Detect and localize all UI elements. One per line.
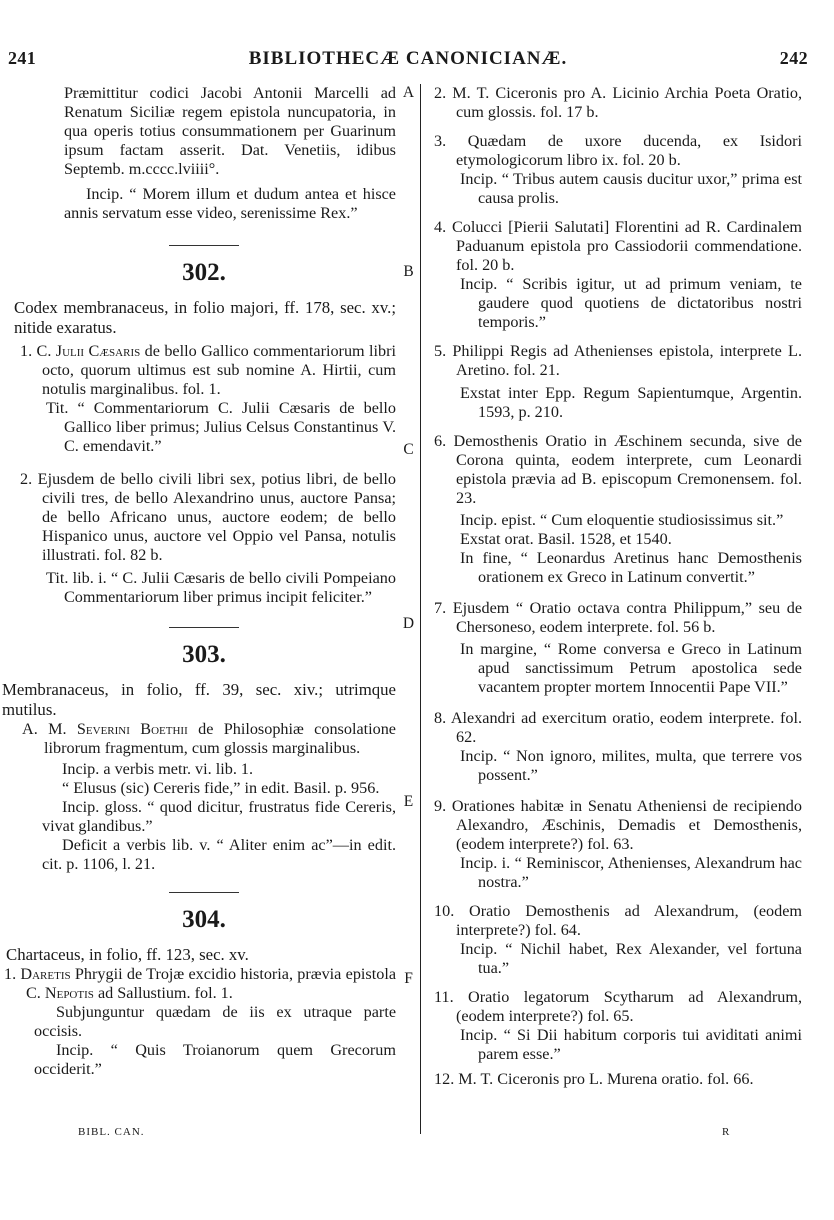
margin-letter-f: F xyxy=(404,970,413,987)
item-12: 12. M. T. Ciceronis pro L. Murena oratio. fol. 66. xyxy=(434,1070,754,1088)
item-5-exstat: Exstat inter Epp. Regum Sapientumque, Argentin. 1593, p. 210. xyxy=(460,384,802,421)
item-9-incipit: Incip. i. “ Reminiscor, Athenienses, Alexandrum hac nostra.” xyxy=(460,854,802,891)
author-name: Nepotis xyxy=(44,984,94,1002)
item-304-incipit: Incip. “ Quis Troianorum quem Grecorum occiderit.” xyxy=(34,1041,396,1078)
item-2: 2. M. T. Ciceronis pro A. Licinio Archia Poeta Oratio, cum glossis. fol. 17 b. xyxy=(434,84,802,121)
item-302-2: 2. Ejusdem de bello civili libri sex, potius libri, de bello civili tres, de bello Alexandrino unus, auctore Pansa; de bello Africano unus, auctore eodem; de bello Hispanico unus, auctore vel Oppio vel Pansa, notulis illustrati. fol. 82 b. xyxy=(20,470,396,564)
item-304-1: 1. Daretis Phrygii de Trojæ excidio historia, prævia epistola C. Nepotis ad Sallustium. fol. 1. xyxy=(4,965,396,1002)
item-303-deficit: Deficit a verbis lib. v. “ Aliter enim ac”—in edit. cit. p. 1106, l. 21. xyxy=(42,836,396,873)
margin-letter-d: D xyxy=(402,615,415,632)
item-304-note: Subjunguntur quædam de iis ex utraque parte occisis. xyxy=(34,1003,396,1040)
item-3-incipit: Incip. “ Tribus autem causis ducitur uxor,” prima est causa prolis. xyxy=(460,170,802,207)
item-7: 7. Ejusdem “ Oratio octava contra Philippum,” seu de Chersoneso, eodem interprete. fol. 56 b. xyxy=(434,599,802,636)
author-name: C. Julii Cæsaris xyxy=(36,342,141,360)
item-10: 10. Oratio Demosthenis ad Alexandrum, (eodem interprete?) fol. 64. xyxy=(434,902,802,939)
codex-number-303: 303. xyxy=(182,641,226,668)
item-303-gloss: Incip. gloss. “ quod dicitur, frustratus fide Cereris, vivat glandibus.” xyxy=(42,798,396,835)
author-name: Daretis xyxy=(20,965,71,983)
margin-letter-b: B xyxy=(403,263,414,280)
item-11: 11. Oratio legatorum Scytharum ad Alexandrum, (eodem interprete?) fol. 65. xyxy=(434,988,802,1025)
right-column xyxy=(434,84,802,1089)
section-divider xyxy=(169,892,239,893)
codex-description-302: Codex membranaceus, in folio majori, ff. 178, sec. xv.; nitide exaratus. xyxy=(14,298,396,337)
margin-letter-a: A xyxy=(402,84,415,101)
section-divider xyxy=(169,627,239,628)
item-4: 4. Colucci [Pierii Salutati] Florentini ad R. Cardinalem Paduanum epistola pro Cassiodorii commendatione. fol. 20 b. xyxy=(434,218,802,274)
page-number-right: 242 xyxy=(779,48,808,68)
item-8: 8. Alexandri ad exercitum oratio, eodem interprete. fol. 62. xyxy=(434,709,802,746)
item-303-incipit: Incip. a verbis metr. vi. lib. 1. xyxy=(62,760,254,778)
item-8-incipit: Incip. “ Non ignoro, milites, multa, que terrere vos possent.” xyxy=(460,747,802,784)
preface-paragraph: Præmittitur codici Jacobi Antonii Marcelli ad Renatum Siciliæ regem epistola nuncupatoria, in qua operis totius consummationem per Guarinum ipsum factam asserit. Dat. Venetiis, idibus Septemb. m.cccc.lviiii°. xyxy=(64,84,396,178)
item-5: 5. Philippi Regis ad Athenienses epistola, interprete L. Aretino. fol. 21. xyxy=(434,342,802,379)
margin-letter-c: C xyxy=(403,441,414,458)
item-302-1-title: Tit. “ Commentariorum C. Julii Cæsaris de bello Gallico liber primus; Julius Celsus Constantinus V. C. emendavit.” xyxy=(46,399,396,455)
item-303-a: A. M. Severini Boethii de Philosophiæ consolatione librorum fragmentum, cum glossis marginalibus. xyxy=(22,720,396,757)
page-title: BIBLIOTHECÆ CANONICIANÆ. xyxy=(248,48,568,69)
item-302-1: 1. C. Julii Cæsaris de bello Gallico commentariorum libri octo, quorum ultimus est sub nomine A. Hirtii, cum notulis marginalibus. fol. 1. xyxy=(20,342,397,398)
left-column xyxy=(2,84,397,1079)
item-6: 6. Demosthenis Oratio in Æschinem secunda, sive de Corona quinta, eodem interprete, cum Leonardi epistola prævia ad B. episcopum Cremonensem. fol. 23. xyxy=(434,432,802,507)
item-302-2-title: Tit. lib. i. “ C. Julii Cæsaris de bello civili Pompeiano Commentariorum liber primus incipit feliciter.” xyxy=(46,569,396,606)
item-7-note: In margine, “ Rome conversa e Greco in Latinum apud sanctissimum Petrum apostolica sede vacantem propter mortem Innocentii Pape VII.” xyxy=(460,640,802,696)
author-name: Severini Boethii xyxy=(76,720,188,738)
item-6-colophon: In fine, “ Leonardus Aretinus hanc Demosthenis orationem ex Greco in Latinum convertit.” xyxy=(460,549,802,586)
section-divider xyxy=(169,245,239,246)
item-303-edition: “ Elusus (sic) Cereris fide,” in edit. Basil. p. 956. xyxy=(62,779,380,797)
running-header xyxy=(8,48,808,74)
item-3: 3. Quædam de uxore ducenda, ex Isidori etymologicorum libro ix. fol. 20 b. xyxy=(434,132,802,169)
codex-description-303: Membranaceus, in folio, ff. 39, sec. xiv.; utrimque mutilus. xyxy=(2,680,396,719)
codex-number-304: 304. xyxy=(182,906,226,933)
margin-letter-e: E xyxy=(403,793,414,810)
codex-number-302: 302. xyxy=(182,259,226,286)
footer-signature-mark: BIBL. CAN. xyxy=(78,1126,145,1138)
codex-description-304: Chartaceus, in folio, ff. 123, sec. xv. xyxy=(6,945,249,964)
column-rule xyxy=(420,84,421,1134)
item-9: 9. Orationes habitæ in Senatu Atheniensi de recipiendo Alexandro, Æschinis, Demadis et Demosthenis, (eodem interprete?) fol. 63. xyxy=(434,797,802,853)
page-number-left: 241 xyxy=(8,48,37,68)
item-6-exstat: Exstat orat. Basil. 1528, et 1540. xyxy=(460,530,672,548)
item-10-incipit: Incip. “ Nichil habet, Rex Alexander, vel fortuna tua.” xyxy=(460,940,802,977)
gathering-signature: R xyxy=(722,1126,731,1138)
item-6-incipit: Incip. epist. “ Cum eloquentie studiosissimus sit.” xyxy=(460,511,784,529)
item-4-incipit: Incip. “ Scribis igitur, ut ad primum veniam, te gaudere quod quotiens de dictatoribus nostri temporis.” xyxy=(460,275,802,331)
item-11-incipit: Incip. “ Si Dii habitum corporis tui aviditati animi parem esse.” xyxy=(460,1026,802,1063)
preface-incipit: Incip. “ Morem illum et dudum antea et hisce annis servatum esse video, serenissime Rex.” xyxy=(64,185,396,222)
